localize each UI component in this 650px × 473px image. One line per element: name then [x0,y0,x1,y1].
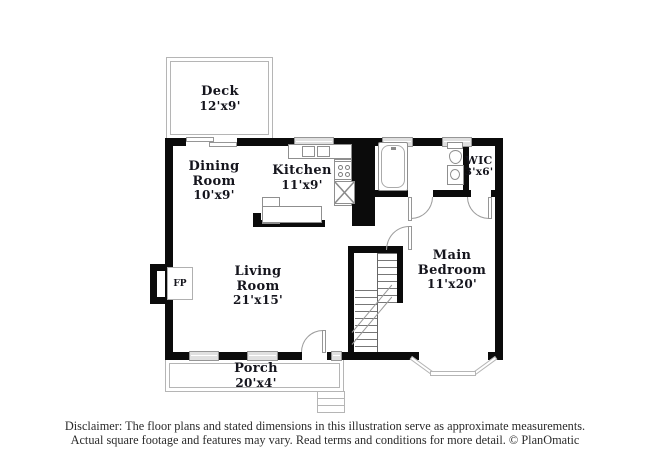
sliding-door-leaf [209,142,237,147]
bathtub-faucet [391,147,396,150]
wall-left [165,138,173,360]
wall-hall-b [433,190,471,197]
room-name: Dining Room [188,159,240,189]
wall-fireplace-left [150,264,157,304]
fireplace [167,267,193,300]
wall-hall-c [491,190,503,197]
wall-hall-a [375,190,408,197]
room-dims: 11'x20' [426,277,477,292]
kitchen-sink-basin [317,146,330,157]
room-name: Deck [201,84,239,99]
wic-door-leaf [488,197,492,219]
bay-window-opening [419,351,488,361]
wic-door-arc [467,197,489,219]
wall-kitchen-utility [352,138,375,226]
room-label-porch [216,362,296,390]
bedroom-door-leaf [408,226,412,250]
room-dims: 10'x9' [193,188,235,203]
disclaimer [0,419,650,447]
room-dims: 20'x4' [235,375,277,390]
bedroom-door-arc [386,226,409,250]
toilet-tank [447,142,463,149]
bathroom-door-leaf [408,197,412,221]
kitchen-sink-basin [302,146,315,157]
room-name: WIC [465,154,493,167]
stove-burner [345,165,350,170]
room-dims: 12'x9' [199,98,241,113]
disclaimer-line-1: Disclaimer: The floor plans and stated dimensions in this illustration serve as approximate measurements. [64,419,586,433]
bay-window-center [430,371,476,376]
window [189,351,219,361]
disclaimer-line-2: Actual square footage and features may vary. Read terms and conditions for more detail. © PlanOmatic [70,433,580,447]
room-name: Kitchen [272,163,332,178]
fireplace-label: FP [173,278,187,289]
room-label-main-bedroom [414,249,490,292]
wall-stairs-right [397,253,403,303]
room-dims: 3'x6' [464,166,494,179]
stove-burner [345,172,350,177]
front-door-arc [301,330,323,352]
staircase-lower-flight [355,290,377,352]
bathtub-inner [381,145,405,188]
room-dims: 11'x9' [281,177,323,192]
room-name: Porch [234,361,278,376]
front-door-leaf [322,330,326,353]
wall-stairs-left [348,253,354,352]
room-label-dining-room [179,160,249,203]
room-name: Living Room [234,264,282,294]
bathroom-door-arc [411,197,433,219]
porch-step [317,405,345,413]
room-label-living-room [223,265,293,308]
window-sidelight [331,351,342,361]
room-label-deck [180,85,260,113]
room-dims: 21'x15' [232,293,283,308]
window [247,351,278,361]
room-label-wic [454,155,504,179]
wall-post [253,213,261,227]
kitchen-island [262,206,322,223]
room-name: Main Bedroom [417,248,487,278]
room-label-kitchen [262,164,342,192]
